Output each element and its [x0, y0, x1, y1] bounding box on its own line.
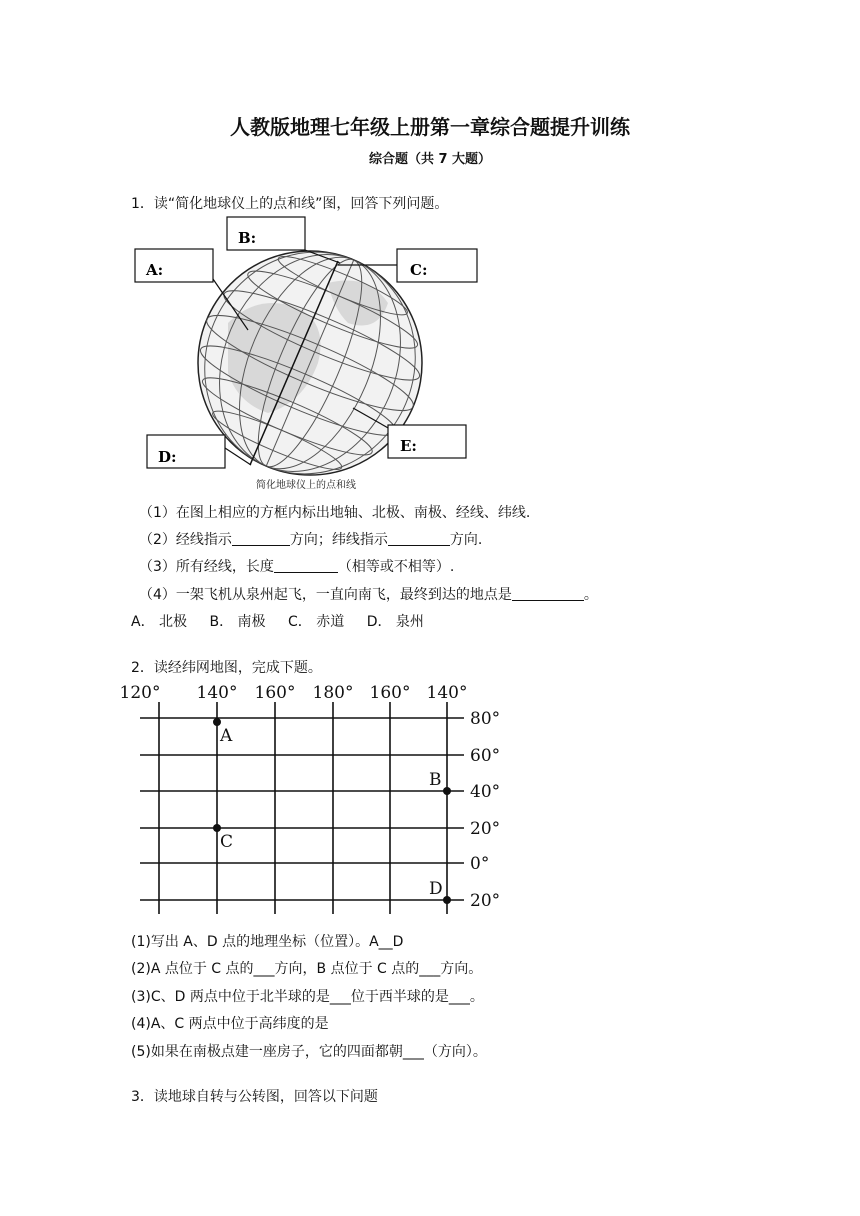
label-box-c	[397, 249, 477, 282]
lat-label: 20°	[470, 891, 501, 911]
q1-sub2-part-c: 方向.	[449, 532, 483, 548]
option-c[interactable]: C． 赤道	[288, 614, 345, 630]
q1-sub2-part-a: （2）经线指示	[139, 532, 232, 548]
q1-options	[131, 611, 442, 631]
option-b[interactable]: B． 南极	[209, 614, 266, 630]
point-d-label: D	[429, 879, 443, 899]
point-a-label: A	[220, 726, 233, 746]
point-c-marker	[213, 824, 221, 832]
q1-sub4	[139, 584, 598, 604]
q2-sub4: (4)A、C 两点中位于高纬度的是	[131, 1016, 329, 1032]
lat-long-grid	[120, 678, 510, 918]
point-d-marker	[443, 896, 451, 904]
question-2-stem: 2．读经纬网地图，完成下题。	[131, 660, 322, 676]
point-b-label: B	[429, 770, 442, 790]
q1-sub3-part-a: （3）所有经线，长度	[139, 559, 274, 575]
q2-sub1: (1)写出 A、D 点的地理坐标（位置）。A__D	[131, 934, 404, 950]
lat-label: 20°	[470, 819, 501, 839]
q1-sub1: （1）在图上相应的方框内标出地轴、北极、南极、经线、纬线.	[139, 505, 531, 521]
point-b-marker	[443, 787, 451, 795]
lon-label: 180°	[312, 683, 354, 703]
q1-sub4-part-b: 。	[583, 587, 598, 603]
question-1-stem: 1．读“简化地球仪上的点和线”图，回答下列问题。	[131, 196, 449, 212]
lat-label: 0°	[470, 854, 490, 874]
page-subtitle: 综合题（共 7 大题）	[368, 152, 492, 167]
q1-sub3-part-b: （相等或不相等）.	[337, 559, 455, 575]
answer-blank[interactable]	[512, 586, 584, 601]
q2-sub3: (3)C、D 两点中位于北半球的是___位于西半球的是___。	[131, 989, 484, 1005]
lon-label: 160°	[369, 683, 411, 703]
q1-sub3	[139, 556, 454, 576]
q1-sub2-part-b: 方向；纬线指示	[289, 532, 388, 548]
q2-sub5: (5)如果在南极点建一座房子，它的四面都朝___（方向）。	[131, 1044, 487, 1060]
answer-blank[interactable]	[232, 531, 290, 546]
option-a[interactable]: A． 北极	[131, 614, 188, 630]
lon-label: 160°	[254, 683, 296, 703]
globe-caption: 简化地球仪上的点和线	[256, 480, 356, 491]
box-label-d: D:	[158, 448, 177, 466]
lon-label: 140°	[196, 683, 238, 703]
question-3-stem: 3．读地球自转与公转图，回答以下问题	[131, 1089, 378, 1105]
box-label-c: C:	[410, 261, 428, 279]
lon-label: 140°	[426, 683, 468, 703]
page-title: 人教版地理七年级上册第一章综合题提升训练	[230, 115, 630, 139]
lat-label: 80°	[470, 709, 501, 729]
lat-label: 60°	[470, 746, 501, 766]
option-d[interactable]: D． 泉州	[366, 614, 424, 630]
point-a-marker	[213, 718, 221, 726]
q2-sub2: (2)A 点位于 C 点的___方向，B 点位于 C 点的___方向。	[131, 961, 483, 977]
answer-blank[interactable]	[274, 558, 338, 573]
lat-label: 40°	[470, 782, 501, 802]
q1-sub4-part-a: （4）一架飞机从泉州起飞，一直向南飞，最终到达的地点是	[139, 587, 512, 603]
globe-figure	[128, 213, 488, 495]
lon-label: 120°	[120, 683, 161, 703]
answer-blank[interactable]	[388, 531, 450, 546]
box-label-b: B:	[238, 229, 257, 247]
box-label-a: A:	[146, 261, 164, 279]
box-label-e: E:	[400, 437, 417, 455]
point-c-label: C	[220, 832, 234, 852]
q1-sub2	[139, 529, 482, 549]
